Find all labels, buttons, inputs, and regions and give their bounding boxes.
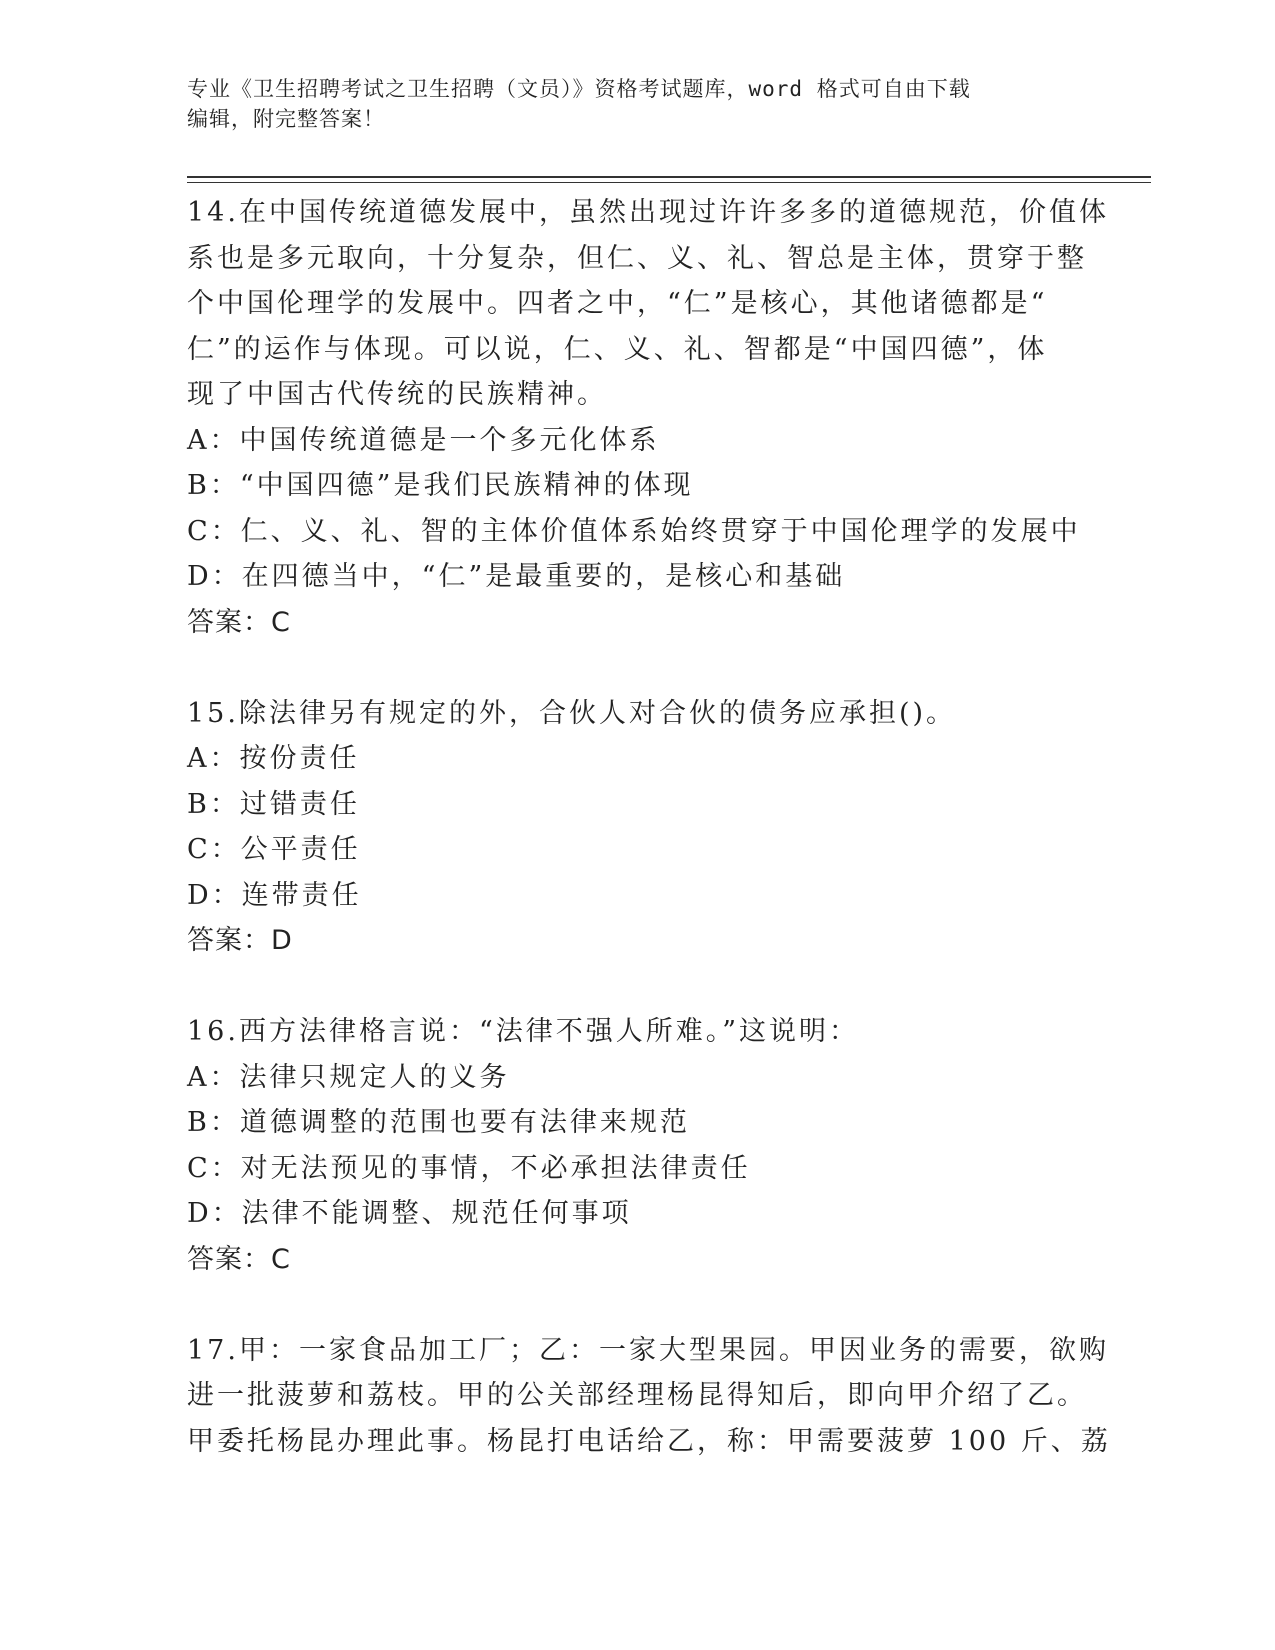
header-line-1: 专业《卫生招聘考试之卫生招聘（文员）》资格考试题库，word 格式可自由下载 [187,77,971,101]
option-a: A：法律只规定人的义务 [187,1061,510,1093]
question-16 [187,1009,1087,1282]
option-b: B：“中国四德”是我们民族精神的体现 [187,470,694,501]
answer-line: 答案：C [187,606,291,638]
question-text-line: 17.甲：一家食品加工厂；乙：一家大型果园。甲因业务的需要，欲购 [187,1334,1109,1366]
option-c: C：对无法预见的事情，不必承担法律责任 [187,1152,751,1184]
option-b: B：过错责任 [187,788,360,820]
question-text-line: 甲委托杨昆办理此事。杨昆打电话给乙，称：甲需要菠萝 100 斤、荔 [187,1425,1111,1457]
question-text-line: 仁”的运作与体现。可以说，仁、义、礼、智都是“中国四德”，体 [187,333,1048,365]
option-d: D：在四德当中，“仁”是最重要的，是核心和基础 [187,561,846,592]
question-list [187,190,1111,1464]
question-17 [187,1328,1111,1465]
question-spacer [187,964,1087,1010]
header-divider-thin [187,182,1151,183]
question-text-line: 系也是多元取向，十分复杂，但仁、义、礼、智总是主体，贯穿于整 [187,242,1087,274]
option-b: B：道德调整的范围也要有法律来规范 [187,1107,690,1138]
question-text-line: 个中国伦理学的发展中。四者之中，“仁”是核心，其他诸德都是“ [187,288,1048,319]
question-text-line: 15.除法律另有规定的外，合伙人对合伙的债务应承担()。 [187,697,957,729]
question-spacer [187,645,1087,691]
option-a: A：按份责任 [187,743,360,774]
option-c: C：公平责任 [187,834,361,865]
option-c: C：仁、义、礼、智的主体价值体系始终贯穿于中国伦理学的发展中 [187,515,1081,547]
header-line-2: 编辑，附完整答案！ [187,107,385,131]
option-d: D：法律不能调整、规范任何事项 [187,1198,632,1229]
answer-line: 答案：C [187,1243,291,1275]
question-text-line: 进一批菠萝和荔枝。甲的公关部经理杨昆得知后，即向甲介绍了乙。 [187,1380,1087,1411]
option-a: A：中国传统道德是一个多元化体系 [187,424,660,456]
option-d: D：连带责任 [187,879,362,911]
question-text-line: 现了中国古代传统的民族精神。 [187,379,607,410]
question-14 [187,190,1109,645]
header-divider-thick [187,176,1151,178]
question-spacer [187,1282,1087,1328]
question-text-line: 16.西方法律格言说：“法律不强人所难。”这说明： [187,1016,860,1047]
question-15 [187,691,1087,964]
document-header [187,74,1087,134]
question-text-line: 14.在中国传统道德发展中，虽然出现过许许多多的道德规范，价值体 [187,197,1109,228]
answer-line: 答案：D [187,925,293,956]
